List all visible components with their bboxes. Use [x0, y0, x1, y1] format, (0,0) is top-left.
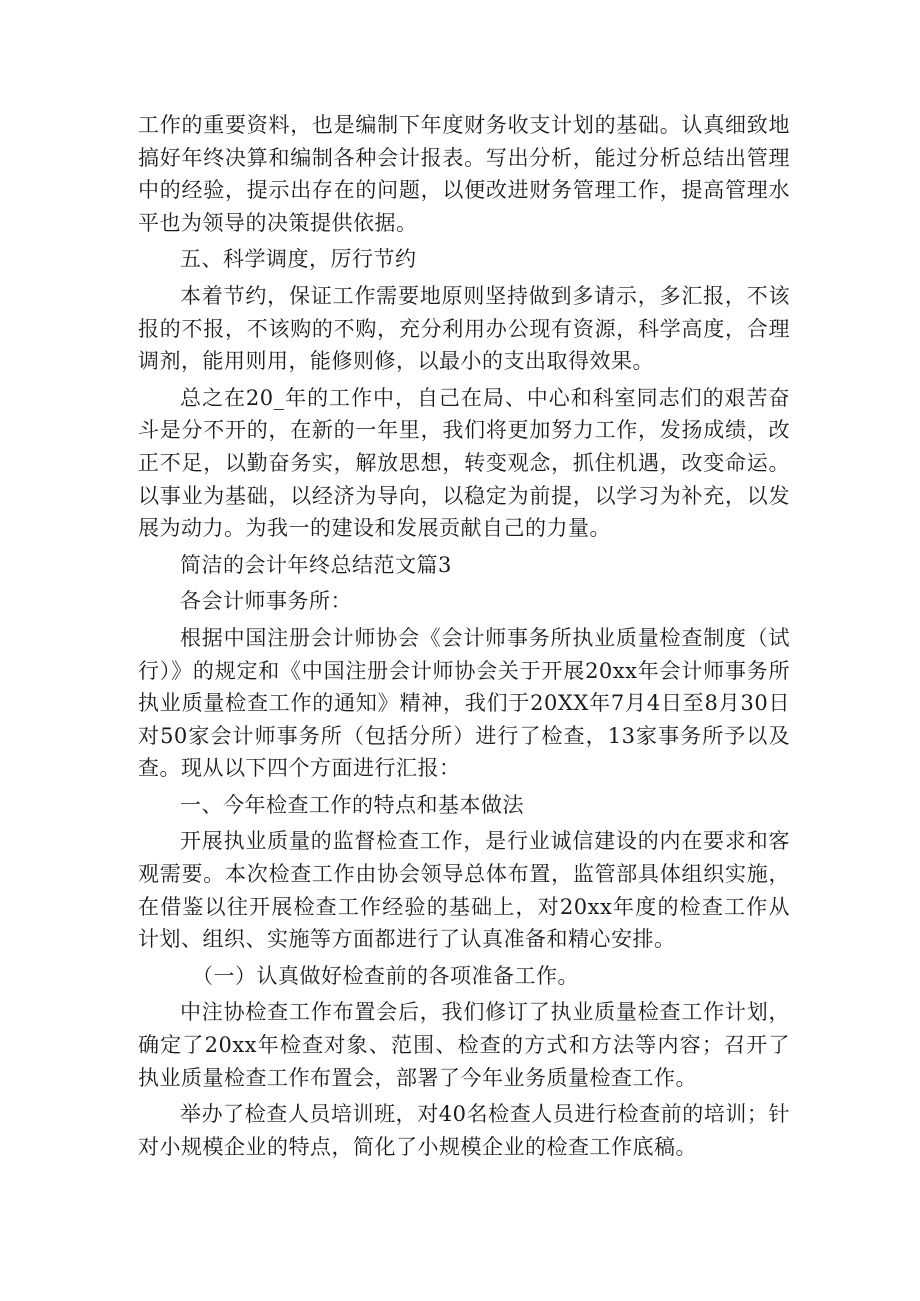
subsection-heading-one: （一）认真做好检查前的各项准备工作。: [192, 963, 579, 988]
paragraph-inspection-basis: 根据中国注册会计师协会《会计师事务所执业质量检查制度（试行）》的规定和《中国注册会计师协会关于开展20xx年会计师事务所执业质量检查工作的通知》精神，我们于20XX年7月4日至8月30日对50家会计师事务所（包括分所）进行了检查，13家事务所予以及查。现从以下四个方面进行汇报：: [138, 625, 790, 781]
paragraph-training: 举办了检查人员培训班，对40名检查人员进行检查前的培训；针对小规模企业的特点，简化了小规模企业的检查工作底稿。: [138, 1102, 790, 1159]
article-title: 简洁的会计年终总结范文篇3: [180, 552, 452, 577]
paragraph-continued-intro: 工作的重要资料，也是编制下年度财务收支计划的基础。认真细致地搞好年终决算和编制各种会计报表。写出分析，能过分析总结出管理中的经验，提示出存在的问题，以便改进财务管理工作，提高管理水平也为领导的决策提供依据。: [138, 113, 790, 235]
paragraph-supervision: 开展执业质量的监督检查工作，是行业诚信建设的内在要求和客观需要。本次检查工作由协会领导总体布置，监管部具体组织实施，在借鉴以往开展检查工作经验的基础上，对20xx年度的检查工作从计划、组织、实施等方面都进行了认真准备和精心安排。: [138, 829, 790, 952]
document-body: [138, 109, 790, 1167]
paragraph-saving: 本着节约，保证工作需要地原则坚持做到多请示，多汇报，不该报的不报，不该购的不购，充分利用办公现有资源，科学高度，合理调剂，能用则用，能修则修，以最小的支出取得效果。: [138, 283, 790, 374]
paragraph-planning: 中注协检查工作布置会后，我们修订了执业质量检查工作计划，确定了20xx年检查对象、范围、检查的方式和方法等内容；召开了执业质量检查工作布置会，部署了今年业务质量检查工作。: [138, 1000, 790, 1090]
salutation: 各会计师事务所：: [180, 589, 352, 614]
paragraph-conclusion: 总之在20_年的工作中，自己在局、中心和科室同志们的艰苦奋斗是分不开的，在新的一年里，我们将更加努力工作，发扬成绩，改正不足，以勤奋务实，解放思想，转变观念，抓住机遇，改变命运。以事业为基础，以经济为导向，以稳定为前提，以学习为补充，以发展为动力。为我一的建设和发展贡献自己的力量。: [138, 385, 790, 541]
section-heading-one: 一、今年检查工作的特点和基本做法: [180, 792, 524, 817]
section-heading-five: 五、科学调度，厉行节约: [180, 247, 417, 272]
